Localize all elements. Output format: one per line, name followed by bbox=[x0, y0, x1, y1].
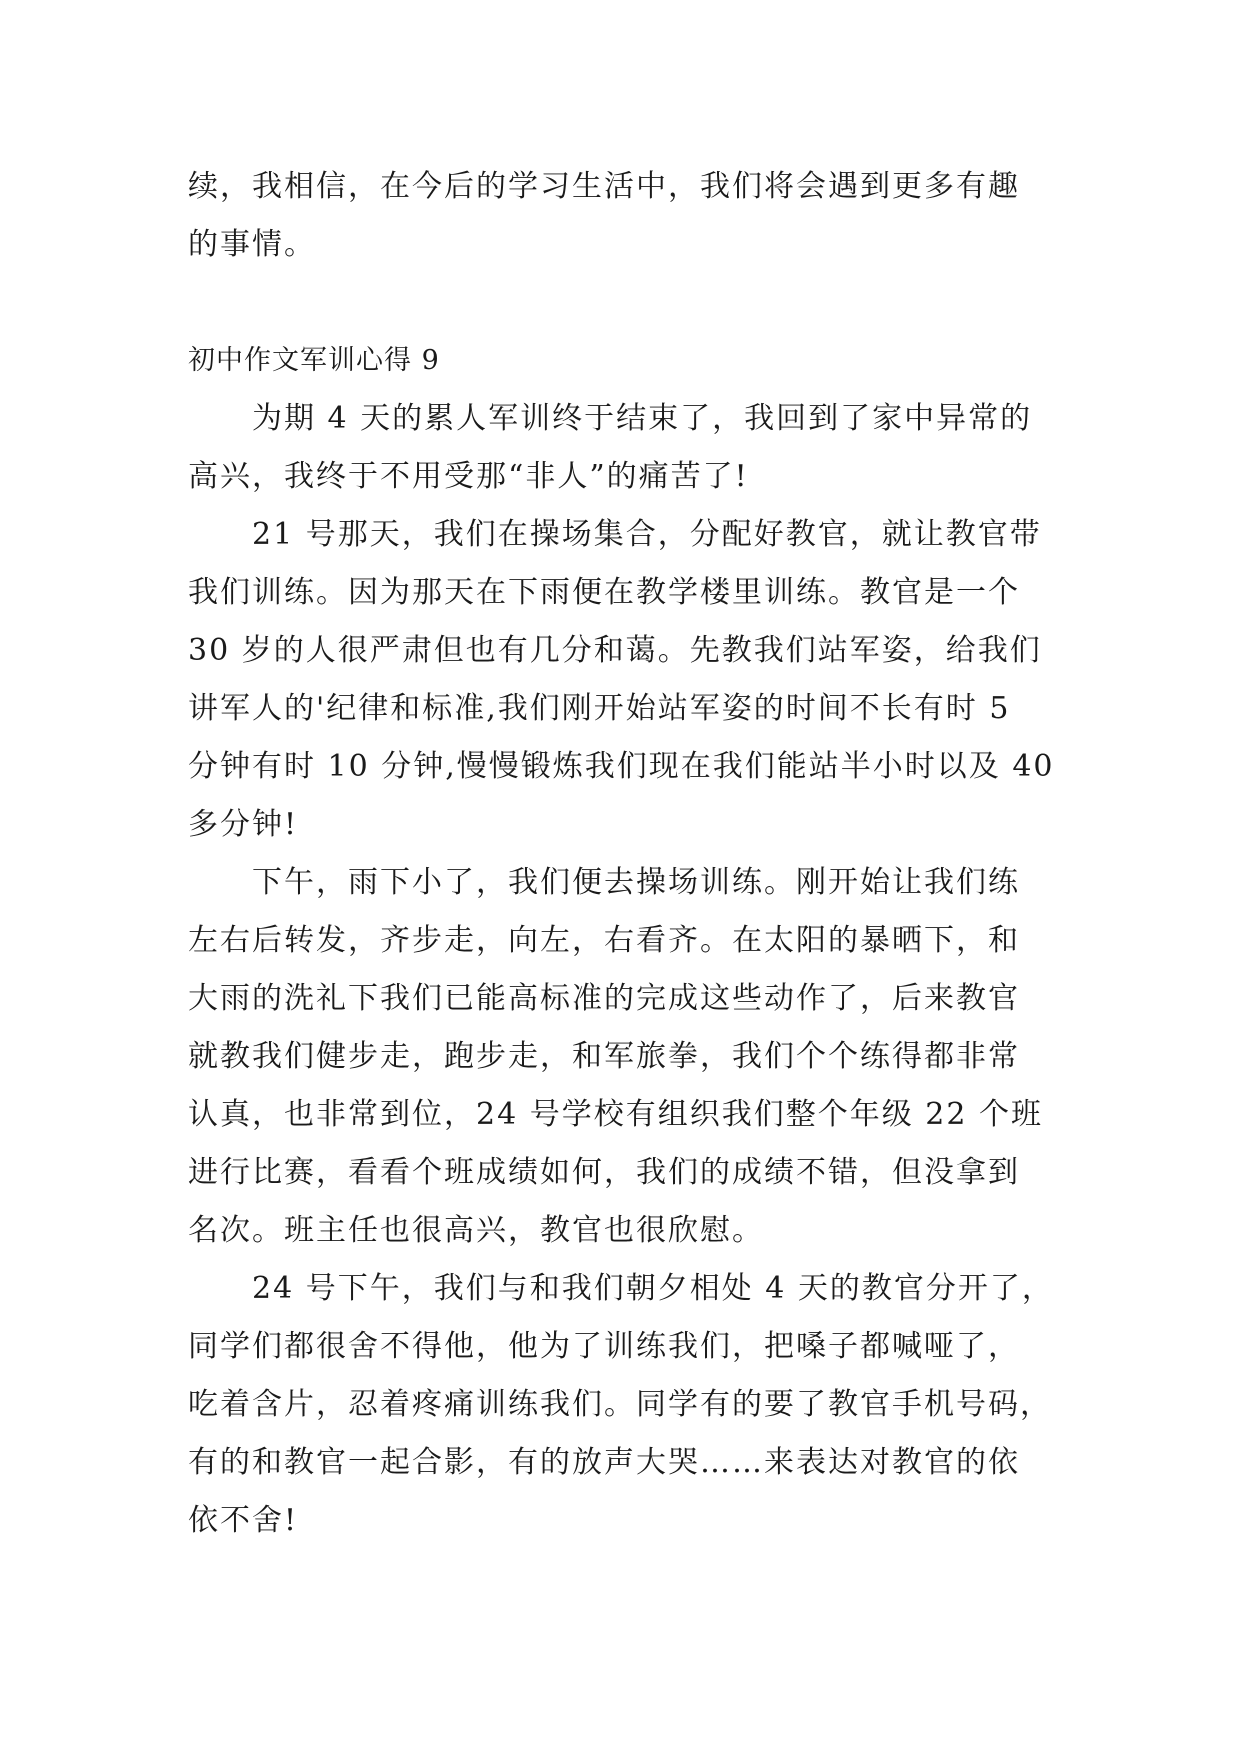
paragraph-line: 有的和教官一起合影，有的放声大哭……来表达对教官的依 bbox=[188, 1445, 1020, 1480]
paragraph-line: 30 岁的人很严肃但也有几分和蔼。先教我们站军姿，给我们 bbox=[188, 633, 1042, 668]
paragraph-line: 吃着含片，忍着疼痛训练我们。同学有的要了教官手机号码， bbox=[188, 1387, 1052, 1422]
intro-paragraph bbox=[188, 158, 1068, 274]
paragraph-1 bbox=[188, 390, 1068, 506]
paragraph-line: 24 号下午，我们与和我们朝夕相处 4 天的教官分开了， bbox=[252, 1271, 1054, 1306]
paragraph-line: 为期 4 天的累人军训终于结束了，我回到了家中异常的 bbox=[252, 401, 1033, 436]
paragraph-line: 下午，雨下小了，我们便去操场训练。刚开始让我们练 bbox=[252, 865, 1020, 900]
paragraph-3 bbox=[188, 854, 1068, 1260]
paragraph-line: 进行比赛，看看个班成绩如何，我们的成绩不错，但没拿到 bbox=[188, 1155, 1020, 1190]
paragraph-4 bbox=[188, 1260, 1068, 1550]
paragraph-line: 名次。班主任也很高兴，教官也很欣慰。 bbox=[188, 1213, 764, 1248]
paragraph-line: 大雨的洗礼下我们已能高标准的完成这些动作了，后来教官 bbox=[188, 981, 1020, 1016]
paragraph-2 bbox=[188, 506, 1068, 854]
paragraph-line: 就教我们健步走，跑步走，和军旅拳，我们个个练得都非常 bbox=[188, 1039, 1020, 1074]
paragraph-gap bbox=[188, 274, 1068, 332]
paragraph-line: 认真，也非常到位，24 号学校有组织我们整个年级 22 个班 bbox=[188, 1097, 1043, 1132]
document-body bbox=[188, 158, 1068, 1550]
paragraph-line: 讲军人的'纪律和标准,我们刚开始站军姿的时间不长有时 5 bbox=[188, 691, 1011, 726]
paragraph-line: 多分钟! bbox=[188, 807, 299, 842]
paragraph-line: 我们训练。因为那天在下雨便在教学楼里训练。教官是一个 bbox=[188, 575, 1020, 610]
paragraph-line: 分钟有时 10 分钟,慢慢锻炼我们现在我们能站半小时以及 40 bbox=[188, 749, 1055, 784]
paragraph-line: 依不舍! bbox=[188, 1503, 299, 1538]
intro-line: 的事情。 bbox=[188, 227, 316, 262]
paragraph-line: 同学们都很舍不得他，他为了训练我们，把嗓子都喊哑了， bbox=[188, 1329, 1020, 1364]
paragraph-line: 左右后转发，齐步走，向左，右看齐。在太阳的暴晒下，和 bbox=[188, 923, 1020, 958]
intro-line: 续，我相信，在今后的学习生活中，我们将会遇到更多有趣 bbox=[188, 169, 1020, 204]
paragraph-line: 高兴，我终于不用受那“非人”的痛苦了! bbox=[188, 459, 749, 494]
paragraph-line: 21 号那天，我们在操场集合，分配好教官，就让教官带 bbox=[252, 517, 1042, 552]
section-heading: 初中作文军训心得 9 bbox=[188, 345, 440, 376]
